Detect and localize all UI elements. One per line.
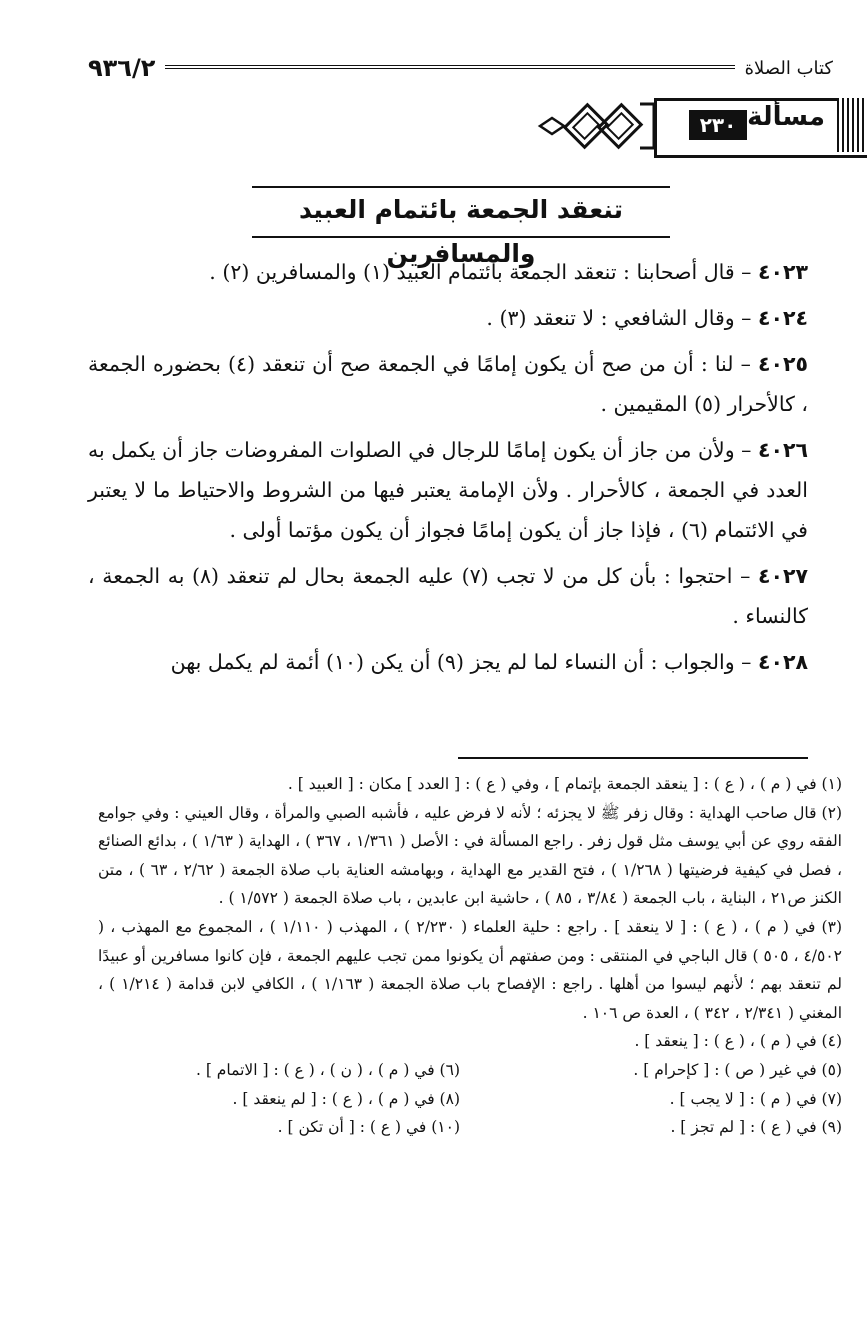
running-head xyxy=(88,48,833,88)
footnote xyxy=(98,1027,460,1056)
paragraph xyxy=(88,642,808,682)
paragraph-text: – ولأن من جاز أن يكون إمامًا للرجال في الصلوات المفروضات جاز أن يكمل به العدد في الجمعة ، كالأحرار . ولأن الإمامة يعتبر فيها من الشروط والاحتياط ما لا يعتبر في الائتمام (٦) ، فإذا جاز أن يكون إمامًا فجواز أن يكون مؤتما أولى . xyxy=(88,438,808,542)
footnote: (٩) في ( ع ) : [ لم تجز ] . xyxy=(670,1118,842,1137)
masala-label: مسألة xyxy=(747,102,825,132)
footnote: (٣) في ( م ) ، ( ع ) : [ لا ينعقد ] . راجع : حلية العلماء ( ٢/٢٣٠ ) ، المهذب ( ١/١١٠ ) ، المجموع مع المهذب ، ( ٤/٥٠٢ ، ٥٠٥ ) قال الباجي في المنتقى : ومن صفتهم أن يكونوا ممن تجب عليهم الجمعة ، فإن كانوا مسافرين أو عبيدًا لم تنعقد بهم ؛ لأنهم ليسوا من أهلها . راجع : الإفصاح باب صلاة الجمعة ( ١/١٦٣ ) ، الكافي لابن قدامة ( ١/٢١٤ ) ، المغني ( ٢/٣٤١ ، ٣٤٢ ) ، العدة ص ١٠٦ . xyxy=(98,917,842,1022)
paragraph xyxy=(88,556,808,636)
masala-stripes xyxy=(837,98,867,152)
page-reference: ٩٣٦/٢ xyxy=(88,54,156,82)
book-title: كتاب الصلاة xyxy=(744,57,833,79)
paragraph xyxy=(88,252,808,292)
masala-number: ٢٣٠ xyxy=(689,110,747,140)
ornament-icon xyxy=(530,96,670,156)
footnote: (١٠) في ( ع ) : [ أن تكن ] . xyxy=(277,1118,460,1137)
short-footnotes xyxy=(98,1027,842,1141)
paragraph xyxy=(88,298,808,338)
paragraph-number: ٤٠٢٧ xyxy=(757,564,808,588)
footnote: (١) في ( م ) ، ( ع ) : [ ينعقد الجمعة بإتمام ] ، وفي ( ع ) : [ العدد ] مكان : [ العبيد ] . xyxy=(287,775,842,793)
chapter-title: تنعقد الجمعة بائتمام العبيد والمسافرين xyxy=(252,186,670,238)
paragraph-number: ٤٠٢٤ xyxy=(757,306,808,330)
footnote: (٨) في ( م ) ، ( ع ) : [ لم ينعقد ] . xyxy=(232,1089,460,1108)
footnote: (٢) قال صاحب الهداية : وقال زفر ﷺ لا يجزئه ؛ لأنه لا فرض عليه ، فأشبه الصبي والمرأة ، وقال العيني : وفي جوامع الفقه روي عن أبي يوسف مثل قول زفر . راجع المسألة في : الأصل ( ١/٣٦١ ، ٣٦٧ ) ، الهداية ( ١/٦٣ ) ، بدائع الصنائع ، فصل في كيفية فرضيتها ( ١/٢٦٨ ) ، فتح القدير مع الهداية ، وبهامشه العناية باب صلاة الجمعة ( ٢/٦٢ ، ٦٣ ) ، متن الكنز ص٢١ ، البناية ، باب الجمعة ( ٣/٨٤ ، ٨٥ ) ، حاشية ابن عابدين ، باب صلاة الجمعة ( ١/٥٧٢ ) . xyxy=(98,803,842,908)
paragraph-text: – قال أصحابنا : تنعقد الجمعة بائتمام العبيد (١) والمسافرين (٢) . xyxy=(209,260,758,284)
paragraph-number: ٤٠٢٨ xyxy=(757,650,808,674)
paragraph-text: – احتجوا : بأن كل من لا تجب (٧) عليه الجمعة بحال لم تنعقد (٨) به الجمعة ، كالنساء . xyxy=(88,564,808,628)
masala-banner xyxy=(530,96,867,156)
paragraph-number: ٤٠٢٦ xyxy=(757,438,808,462)
footnote: (٥) في غير ( ص ) : [ كإحرام ] . xyxy=(633,1060,842,1079)
footnote: (٧) في ( م ) : [ لا يجب ] . xyxy=(669,1089,842,1108)
paragraph-text: – لنا : أن من صح أن يكون إمامًا في الجمعة صح أن تنعقد (٤) بحضوره الجمعة ، كالأحرار (٥) المقيمين . xyxy=(88,352,808,416)
paragraph-text: – والجواب : أن النساء لما لم يجز (٩) أن يكن (١٠) أئمة لم يكمل بهن xyxy=(170,650,758,674)
footnote-separator xyxy=(458,757,808,759)
main-text xyxy=(88,252,808,688)
paragraph-number: ٤٠٢٣ xyxy=(757,260,808,284)
footnote: (٤) في ( م ) ، ( ع ) : [ ينعقد ] . xyxy=(634,1032,842,1051)
paragraph-text: – وقال الشافعي : لا تنعقد (٣) . xyxy=(486,306,758,330)
header-rule xyxy=(165,65,734,72)
paragraph-number: ٤٠٢٥ xyxy=(757,352,808,376)
paragraph xyxy=(88,344,808,424)
footnotes xyxy=(98,770,842,1142)
footnote: (٦) في ( م ) ، ( ن ) ، ( ع ) : [ الاتمام ] . xyxy=(195,1060,460,1079)
paragraph xyxy=(88,430,808,550)
